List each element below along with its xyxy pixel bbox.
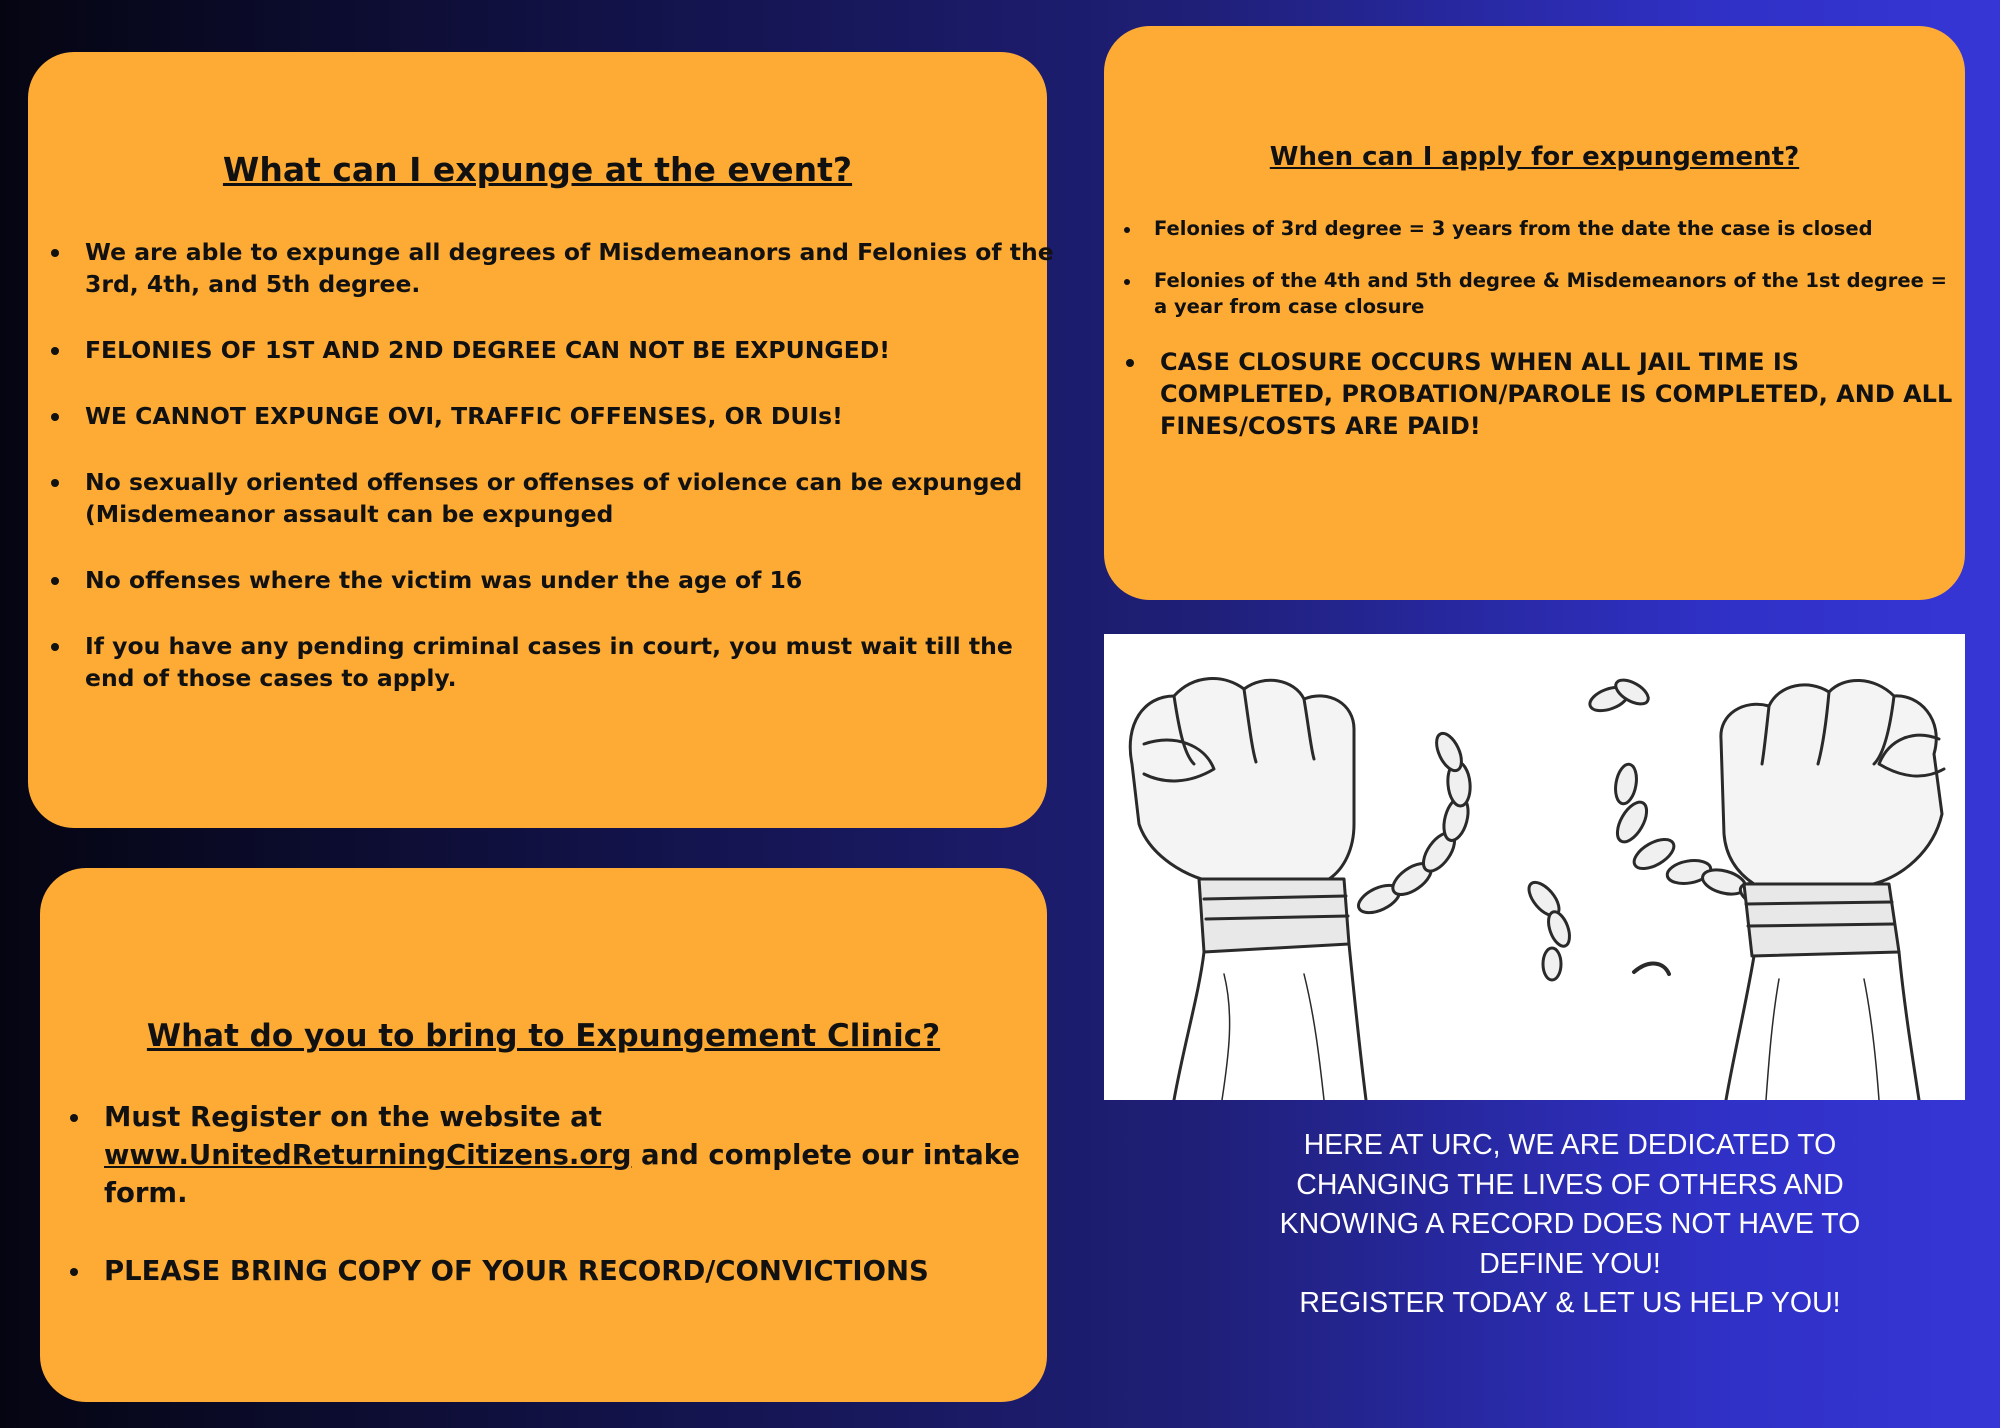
- expunge-card-title: What can I expunge at the event?: [222, 150, 853, 189]
- when-to-apply-card: [1104, 26, 1965, 600]
- expunge-info-card: [28, 52, 1054, 828]
- broken-chains-icon: [1104, 634, 1965, 1100]
- list-item: [104, 1098, 1044, 1212]
- list-item: No offenses where the victim was under the age of 16: [85, 564, 1065, 596]
- list-item: If you have any pending criminal cases in court, you must wait till the end of those cases to apply.: [85, 630, 1065, 694]
- bring-card-title: What do you to bring to Expungement Clinic?: [146, 1018, 941, 1054]
- register-suffix: and complete our intake form.: [104, 1139, 1020, 1209]
- broken-chains-image: [1104, 634, 1965, 1100]
- when-list: [1154, 216, 1954, 468]
- register-prefix: Must Register on the website at: [104, 1101, 602, 1133]
- list-item: We are able to expunge all degrees of Misdemeanors and Felonies of the 3rd, 4th, and 5th degree.: [85, 236, 1065, 300]
- website-link[interactable]: www.UnitedReturningCitizens.org: [104, 1139, 632, 1171]
- list-item: PLEASE BRING COPY OF YOUR RECORD/CONVICTIONS: [104, 1252, 1044, 1290]
- message-line: REGISTER TODAY & LET US HELP YOU!: [1299, 1287, 1841, 1319]
- urc-mission-message: [1240, 1126, 1900, 1324]
- list-item: FELONIES OF 1ST AND 2ND DEGREE CAN NOT BE EXPUNGED!: [85, 334, 1065, 366]
- list-item: WE CANNOT EXPUNGE OVI, TRAFFIC OFFENSES, OR DUIs!: [85, 400, 1065, 432]
- message-line: KNOWING A RECORD DOES NOT HAVE TO: [1279, 1208, 1861, 1240]
- expunge-list: [85, 236, 1065, 728]
- what-to-bring-card: [40, 868, 1047, 1402]
- bring-list: [104, 1098, 1044, 1330]
- list-item: No sexually oriented offenses or offenses of violence can be expunged (Misdemeanor assault can be expunged: [85, 466, 1065, 530]
- message-line: HERE AT URC, WE ARE DEDICATED TO: [1303, 1129, 1837, 1161]
- when-card-title: When can I apply for expungement?: [1269, 142, 1800, 172]
- message-line: DEFINE YOU!: [1479, 1247, 1661, 1280]
- list-item: CASE CLOSURE OCCURS WHEN ALL JAIL TIME IS COMPLETED, PROBATION/PAROLE IS COMPLETED, AND ALL FINES/COSTS ARE PAID!: [1160, 348, 1953, 440]
- list-item: Felonies of the 4th and 5th degree & Misdemeanors of the 1st degree = a year from case closure: [1154, 268, 1954, 320]
- list-item: Felonies of 3rd degree = 3 years from the date the case is closed: [1154, 216, 1954, 242]
- message-line: CHANGING THE LIVES OF OTHERS AND: [1296, 1168, 1844, 1201]
